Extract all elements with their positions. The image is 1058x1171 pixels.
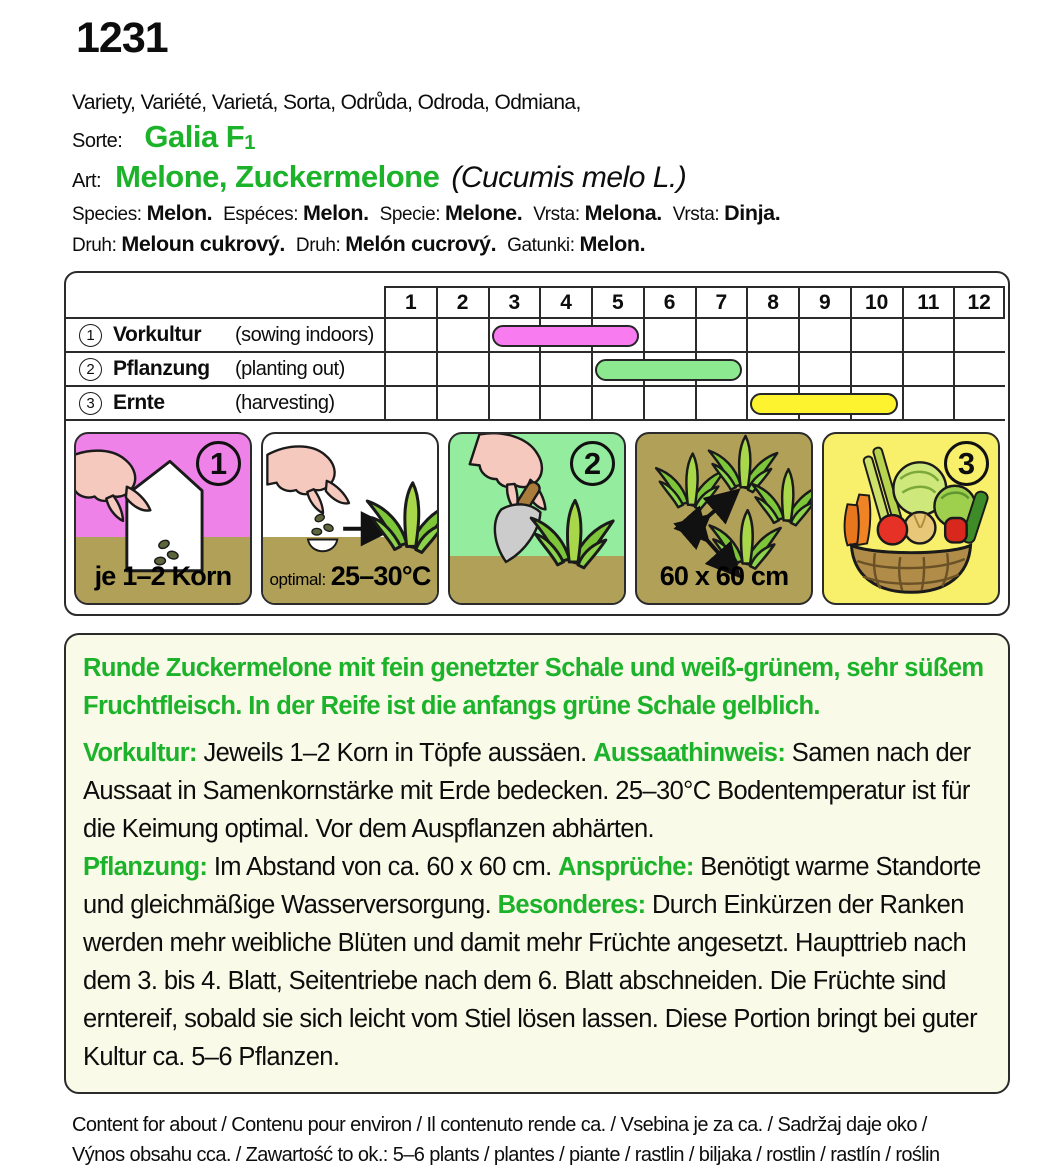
hybrid-subscript: 1 <box>244 132 255 154</box>
month-header-cell: 10 <box>850 286 902 319</box>
row-name: Ernte <box>113 391 165 414</box>
content-quantity-line: Content for about / Contenu pour environ / Il contenuto rende ca. / Vsebina je za ca. / Sadržaj daje oko / Výnos obsahu cca. / Zawartość to ok.: 5–6 plants / plantes / piante / rastlin / biljaka / rostlin / rastlín / roślin <box>72 1114 940 1166</box>
month-header-cell: 1 <box>384 286 436 319</box>
temperature-caption: optimal: 25–30°C <box>269 561 431 591</box>
step-badge-3: 3 <box>944 441 989 486</box>
row-subtitle: (sowing indoors) <box>235 323 374 346</box>
gantt-bar-ernte <box>750 393 897 415</box>
step-badge-2: 2 <box>570 441 615 486</box>
art-label: Art: <box>72 170 102 192</box>
sorte-label: Sorte: <box>72 130 123 152</box>
art-value: Melone, Zuckermelone <box>115 159 440 194</box>
pictogram-germination-temperature <box>261 432 439 605</box>
variety-description: Runde Zuckermelone mit fein genetzter Schale und weiß-grünem, sehr süßem Fruchtfleisch. In der Reife ist die anfangs grüne Schale gelblich. <box>83 654 984 720</box>
month-header-cell: 3 <box>488 286 540 319</box>
pictogram-spacing <box>635 432 813 605</box>
paragraph-pflanzung: Pflanzung: Im Abstand von ca. 60 x 60 cm. Ansprüche: Benötigt warme Standorte und gleichmäßige Wasserversorgung. Besonderes: Durch Einkürzen der Ranken werden mehr weibliche Blüten und damit mehr Früchte angesetzt. Haupttrieb nach dem 3. bis 4. Blatt, Seitentriebe nach dem 6. Blatt abschneiden. Die Früchte sind erntereif, sobald sie sich leicht vom Stiel lösen lassen. Diese Portion bringt bei guter Kultur ca. 5–6 Pflanzen. <box>83 853 981 1071</box>
month-header-cell: 12 <box>953 286 1005 319</box>
sowing-caption: je 1–2 Korn <box>94 561 232 591</box>
art-line <box>72 159 1058 195</box>
description-box <box>64 633 1010 1094</box>
spacing-caption: 60 x 60 cm <box>659 561 789 591</box>
month-header-cell: 8 <box>746 286 798 319</box>
row-subtitle: (planting out) <box>235 357 345 380</box>
month-header-cell: 11 <box>902 286 954 319</box>
druh-line: Druh: Meloun cukrový. Druh: Melón cucrový. Gatunki: Melon. <box>72 232 646 256</box>
page-number: 1231 <box>76 14 168 62</box>
row-number-badge: 3 <box>79 392 102 415</box>
pictogram-row <box>74 432 1000 605</box>
gantt-bar-vorkultur <box>492 325 639 347</box>
calendar-row-pflanzung <box>66 353 1005 387</box>
row-name: Pflanzung <box>113 357 210 380</box>
row-subtitle: (harvesting) <box>235 391 335 414</box>
species-line: Species: Melon. Espéces: Melon. Specie: Melone. Vrsta: Melona. Vrsta: Dinja. <box>72 201 781 225</box>
pictogram-sowing-indoors <box>74 432 252 605</box>
sorte-line <box>72 119 1058 155</box>
step-badge-1: 1 <box>196 441 241 486</box>
row-number-badge: 2 <box>79 358 102 381</box>
pictogram-harvest <box>822 432 1000 605</box>
month-header-cell: 4 <box>539 286 591 319</box>
gantt-bar-pflanzung <box>595 359 742 381</box>
calendar-month-header <box>66 286 1005 319</box>
month-header-cell: 5 <box>591 286 643 319</box>
temperature-caption-prefix: optimal: <box>269 570 326 589</box>
month-header-cell: 2 <box>436 286 488 319</box>
row-number-badge: 1 <box>79 324 102 347</box>
calendar-box <box>64 271 1010 616</box>
pictogram-planting-out <box>448 432 626 605</box>
month-header-cell: 7 <box>695 286 747 319</box>
row-name: Vorkultur <box>113 323 202 346</box>
paragraph-vorkultur: Vorkultur: Jeweils 1–2 Korn in Töpfe aussäen. Aussaathinweis: Samen nach der Aussaat in Samenkornstärke mit Erde bedecken. 25–30°C Bodentemperatur ist für die Keimung optimal. Vor dem Auspflanzen abhärten. <box>83 739 971 843</box>
sorte-value: Galia $F_1$ <box>144 119 255 154</box>
botanical-name: (Cucumis melo L.) <box>451 161 687 194</box>
month-header-cell: 6 <box>643 286 695 319</box>
variety-line: Variety, Variété, Varietá, Sorta, Odrůda, Odroda, Odmiana, <box>72 91 581 114</box>
calendar-row-vorkultur <box>66 319 1005 353</box>
month-header-cell: 9 <box>798 286 850 319</box>
calendar-row-ernte <box>66 387 1005 421</box>
